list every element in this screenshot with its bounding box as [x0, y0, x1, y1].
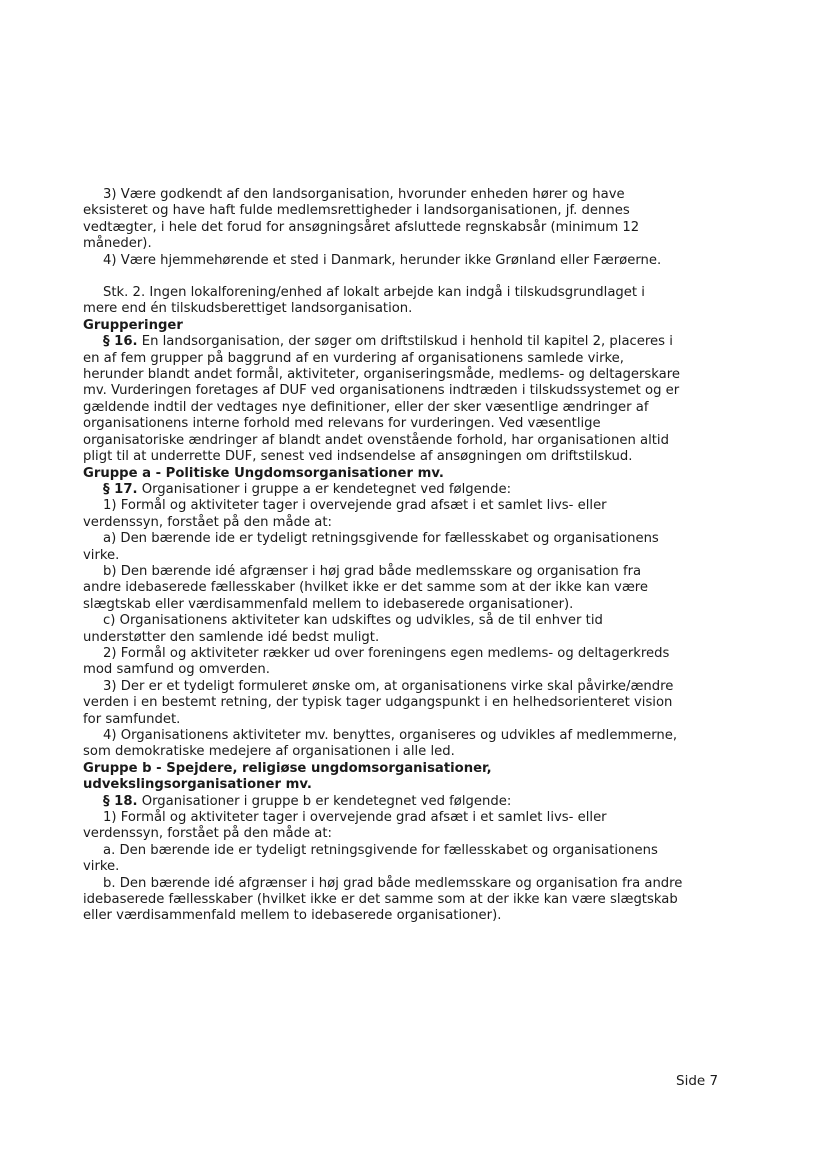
heading-grupperinger: Grupperinger [83, 317, 183, 333]
section-number: § 16. [103, 334, 138, 350]
paragraph-stk-2: Stk. 2. Ingen lokalforening/enhed af lokalt arbejde kan indgå i tilskudsgrundlaget i mere end én tilskudsberettiget landsorganisation. [83, 285, 645, 317]
section-text: Organisationer i gruppe b er kendetegnet ved følgende: [137, 793, 512, 809]
list-item: 2) Formål og aktiviteter rækker ud over foreningens egen medlems- og deltagerkreds mod samfund og omverden. [83, 645, 670, 678]
section-text: En landsorganisation, der søger om driftstilskud i henhold til kapitel 2, placeres i en af fem grupper på baggrund af en vurdering af organisationens samlede virke, herunder blandt andet formål, aktiviteter, organiseringsmåde, medlems- og deltagerskare mv. Vurderingen foretages af DUF ved organisationens indtræden i tilskudssystemet og er gældende indtil der vedtages nye definitioner, eller der sker væsentlige ændringer af organisationens interne forhold med relevans for vurderingen. Ved væsentlige organisatoriske ændringer af blandt andet ovenstående forhold, har organisationen altid pligt til at underrette DUF, senest ved indsendelse af ansøgningen om driftstilskud. [83, 334, 680, 465]
section-number: § 17. [103, 481, 138, 497]
list-item: a) Den bærende ide er tydeligt retningsgivende for fællesskabet og organisationens virke. [83, 531, 659, 563]
paragraph-section-16 [83, 334, 683, 465]
page-content [83, 187, 683, 925]
section-number: § 18. [103, 793, 138, 809]
paragraph-section-18 [83, 794, 683, 810]
heading-gruppe-a: Gruppe a - Politiske Ungdomsorganisationer mv. [83, 465, 444, 481]
section-text: Organisationer i gruppe a er kendetegnet ved følgende: [137, 481, 512, 497]
paragraph-item-4: 4) Være hjemmehørende et sted i Danmark, herunder ikke Grønland eller Færøerne. [103, 252, 662, 268]
list-item: b) Den bærende idé afgrænser i høj grad både medlemsskare og organisation fra andre idebaserede fællesskaber (hvilket ikke er det samme som at der ikke kan være slægtskab eller værdisammenfald mellem to idebaserede organisationer). [83, 563, 649, 612]
list-item: 1) Formål og aktiviteter tager i overvejende grad afsæt i et samlet livs- eller verdenssyn, forstået på den måde at: [83, 498, 607, 530]
list-item: c) Organisationens aktiviteter kan udskiftes og udvikles, så de til enhver tid understøtter den samlende idé bedst muligt. [83, 613, 603, 645]
list-item: 3) Der er et tydeligt formuleret ønske om, at organisationens virke skal påvirke/ændre verden i en bestemt retning, der typisk tager udgangspunkt i en helhedsorienteret vision for samfundet. [83, 678, 674, 727]
paragraph-item-3: 3) Være godkendt af den landsorganisation, hvorunder enheden hører og have eksisteret og have haft fulde medlemsrettigheder i landsorganisationen, jf. dennes vedtægter, i hele det forud for ansøgningsåret afsluttede regnskabsår (minimum 12 måneder). [83, 187, 640, 252]
list-item: b. Den bærende idé afgrænser i høj grad både medlemsskare og organisation fra andre idebaserede fællesskaber (hvilket ikke er det samme som at der ikke kan være slægtskab eller værdisammenfald mellem to idebaserede organisationer). [83, 875, 683, 924]
paragraph-section-17 [83, 482, 683, 498]
list-item: 1) Formål og aktiviteter tager i overvejende grad afsæt i et samlet livs- eller verdenssyn, forstået på den måde at: [83, 810, 607, 842]
page-number: Side 7 [676, 1073, 719, 1089]
heading-gruppe-b: Gruppe b - Spejdere, religiøse ungdomsorganisationer, udvekslingsorganisationer mv. [83, 760, 492, 793]
list-item: a. Den bærende ide er tydeligt retningsgivende for fællesskabet og organisationens virke. [83, 842, 658, 875]
list-item: 4) Organisationens aktiviteter mv. benyttes, organiseres og udvikles af medlemmerne, som demokratiske medejere af organisationen i alle led. [83, 728, 678, 760]
